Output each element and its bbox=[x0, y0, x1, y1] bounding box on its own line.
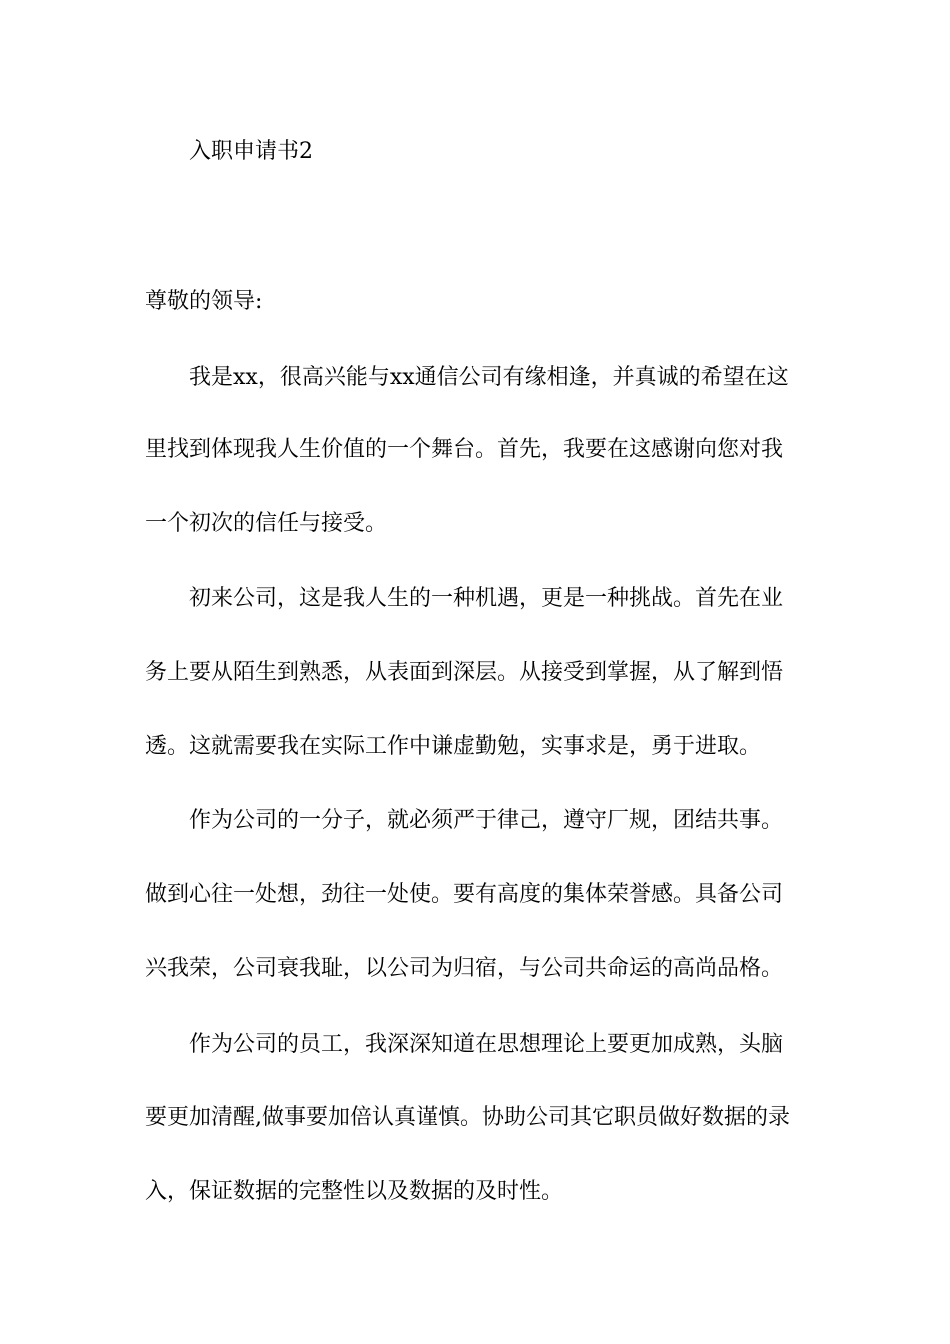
paragraph-1-line-3: 一个初次的信任与接受。 bbox=[145, 511, 388, 536]
salutation: 尊敬的领导: bbox=[145, 289, 263, 314]
paragraph-3-line-2: 做到心往一处想，劲往一处使。要有高度的集体荣誉感。具备公司 bbox=[145, 882, 784, 907]
paragraph-2-line-2: 务上要从陌生到熟悉，从表面到深层。从接受到掌握，从了解到悟 bbox=[145, 660, 784, 685]
document-title: 入职申请书2 bbox=[189, 139, 313, 164]
paragraph-1-line-1: 我是xx，很高兴能与xx通信公司有缘相逢，并真诚的希望在这 bbox=[189, 365, 789, 390]
paragraph-3-line-1: 作为公司的一分子，就必须严于律己，遵守厂规，团结共事。 bbox=[189, 808, 784, 833]
paragraph-4-line-1: 作为公司的员工，我深深知道在思想理论上要更加成熟，头脑 bbox=[189, 1032, 784, 1057]
paragraph-3-line-3: 兴我荣，公司衰我耻，以公司为归宿，与公司共命运的高尚品格。 bbox=[145, 956, 784, 981]
paragraph-4-line-2: 要更加清醒,做事要加倍认真谨慎。协助公司其它职员做好数据的录 bbox=[145, 1105, 790, 1130]
paragraph-2-line-3: 透。这就需要我在实际工作中谦虚勤勉，实事求是，勇于进取。 bbox=[145, 734, 762, 759]
paragraph-4-line-3: 入，保证数据的完整性以及数据的及时性。 bbox=[145, 1179, 564, 1204]
paragraph-2-line-1: 初来公司，这是我人生的一种机遇，更是一种挑战。首先在业 bbox=[189, 586, 784, 611]
paragraph-1-line-2: 里找到体现我人生价值的一个舞台。首先，我要在这感谢向您对我 bbox=[145, 437, 784, 462]
